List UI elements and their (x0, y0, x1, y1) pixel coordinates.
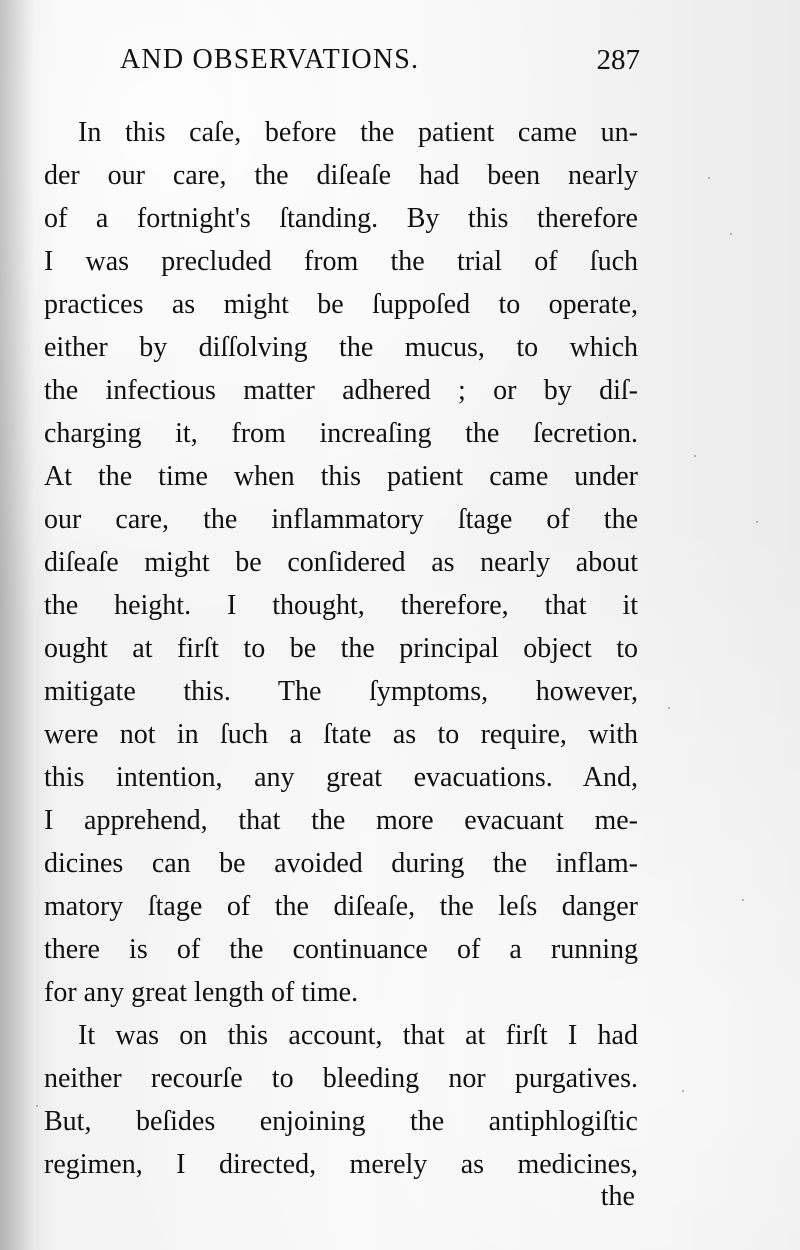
text-line: mitigate this. The ſymptoms, however, (44, 676, 638, 707)
text-line: I was precluded from the trial of ſuch (44, 246, 638, 277)
text-line: the infectious matter adhered ; or by diſ- (44, 375, 638, 406)
text-line: there is of the continuance of a running (44, 934, 638, 965)
body-text (44, 112, 638, 1212)
text-line: In this caſe, before the patient came un- (78, 117, 638, 148)
paper-speck (742, 899, 744, 901)
page-gutter-shadow (0, 0, 34, 1250)
text-line: At the time when this patient came under (44, 461, 638, 492)
page-number: 287 (596, 44, 640, 76)
paper-speck (36, 1105, 38, 1107)
text-line: practices as might be ſuppoſed to operate, (44, 289, 638, 320)
running-title: AND OBSERVATIONS. (120, 44, 420, 75)
page-header (120, 40, 640, 80)
text-line: the height. I thought, therefore, that it (44, 590, 638, 621)
text-line: for any great length of time. (44, 977, 359, 1008)
text-line: But, beſides enjoining the antiphlogiſtic (44, 1106, 638, 1137)
text-line: this intention, any great evacuations. And, (44, 762, 638, 793)
text-line: ought at firſt to be the principal object to (44, 633, 638, 664)
paper-speck (682, 1090, 684, 1092)
text-line: der our care, the diſeaſe had been nearly (44, 160, 638, 191)
paper-speck (730, 233, 732, 235)
paper-speck (756, 521, 758, 523)
text-line: neither recourſe to bleeding nor purgatives. (44, 1063, 638, 1094)
text-line: of a fortnight's ſtanding. By this therefore (44, 203, 638, 234)
text-line: I apprehend, that the more evacuant me- (44, 805, 638, 836)
text-line: either by diſſolving the mucus, to which (44, 332, 638, 363)
paper-speck (694, 455, 696, 457)
text-line: matory ſtage of the diſeaſe, the leſs danger (44, 891, 638, 922)
text-line: It was on this account, that at firſt I had (78, 1020, 638, 1051)
catchword: the (600, 1181, 635, 1212)
text-line: charging it, from increaſing the ſecretion. (44, 418, 638, 449)
paper-speck (708, 177, 710, 179)
text-line: regimen, I directed, merely as medicines, (44, 1149, 638, 1180)
text-line: diſeaſe might be conſidered as nearly about (44, 547, 638, 578)
paper-speck (668, 707, 670, 709)
text-line: our care, the inflammatory ſtage of the (44, 504, 638, 535)
text-line: dicines can be avoided during the inflam- (44, 848, 638, 879)
text-line: were not in ſuch a ſtate as to require, with (44, 719, 638, 750)
